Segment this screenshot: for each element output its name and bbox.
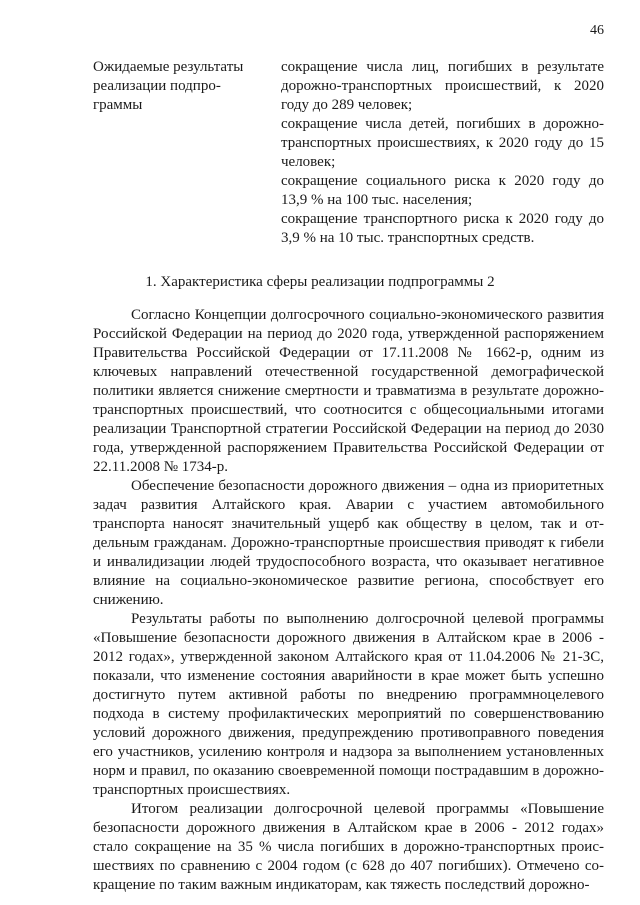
body-paragraph: Согласно Концепции долгосрочного социально-экономического развития Российской Федерации на период до 2020 года, утвержденной распоряжением Правительства Российской Федерации от 17.11.2008 № 1662-р, одним из ключевых направлений отечественной государственной демографической политики является снижение смертности и травматизма в результате дорожно-транспортных происшествий, что соотносится с общесоциальными итогами реализации Транспортной стратегии Российской Федерации на период до 2030 года, утвержденной распоряжением Правительства Российской Федерации от 22.11.2008 № 1734-р. [93,307,604,475]
expected-results-label: Ожидаемые результаты реализации подпрограммы [93,59,244,113]
body-paragraph: Обеспечение безопасности дорожного движения – одна из приоритетных задач развития Алтайского края. Аварии с участием автомобильного транспорта наносят значительный ущерб как обществу в целом, так и отдельным гражданам. Дорожно-транспортные происшествия приводят к гибели и инвалидизации людей трудоспособного возраста, что оказывает негативное влияние на социально-экономическое развитие региона, способствует его снижению. [93,478,604,608]
section-heading: 1. Характеристика сферы реализации подпрограммы 2 [145,274,495,290]
expected-result-item: сокращение числа лиц, погибших в результате дорожно-транспортных происшествий, к 2020 году до 289 человек; [281,59,604,113]
page-number: 46 [590,23,604,38]
expected-result-item: сокращение числа детей, погибших в дорожно-транспортных происшествиях, к 2020 году до 15 человек; [281,116,604,170]
body-paragraph: Итогом реализации долгосрочной целевой программы «Повышение безопасности дорожного движения в Алтайском крае в 2006 - 2012 годах» стало сокращение на 35 % числа погибших в дорожно-транспортных происшествиях по сравнению с 2004 годом (с 628 до 407 погибших). Отмечено сокращение по таким важным индикаторам, как тяжесть последствий дорожно- [93,801,604,893]
expected-results-table [93,58,610,248]
expected-result-item: сокращение транспортного риска к 2020 году до 3,9 % на 10 тыс. транспортных средств. [281,211,604,246]
body-text [93,306,604,895]
expected-results-list [281,58,604,248]
body-paragraph: Результаты работы по выполнению долгосрочной целевой программы «Повышение безопасности дорожного движения в Алтайском крае в 2006 - 2012 годах», утвержденной законом Алтайского края от 11.04.2006 № 21-ЗС, показали, что изменение состояния аварийности в крае может быть успешно достигнуто путем активной работы по внедрению программноцелевого подхода в систему профилактических мероприятий по совершенствованию условий дорожного движения, предупреждению противоправного поведения его участников, усилению контроля и надзора за выполнением установленных норм и правил, по оказанию своевременной помощи пострадавшим в дорожно-транспортных происшествиях. [93,611,604,798]
expected-result-item: сокращение социального риска к 2020 году до 13,9 % на 100 тыс. населения; [281,173,604,208]
